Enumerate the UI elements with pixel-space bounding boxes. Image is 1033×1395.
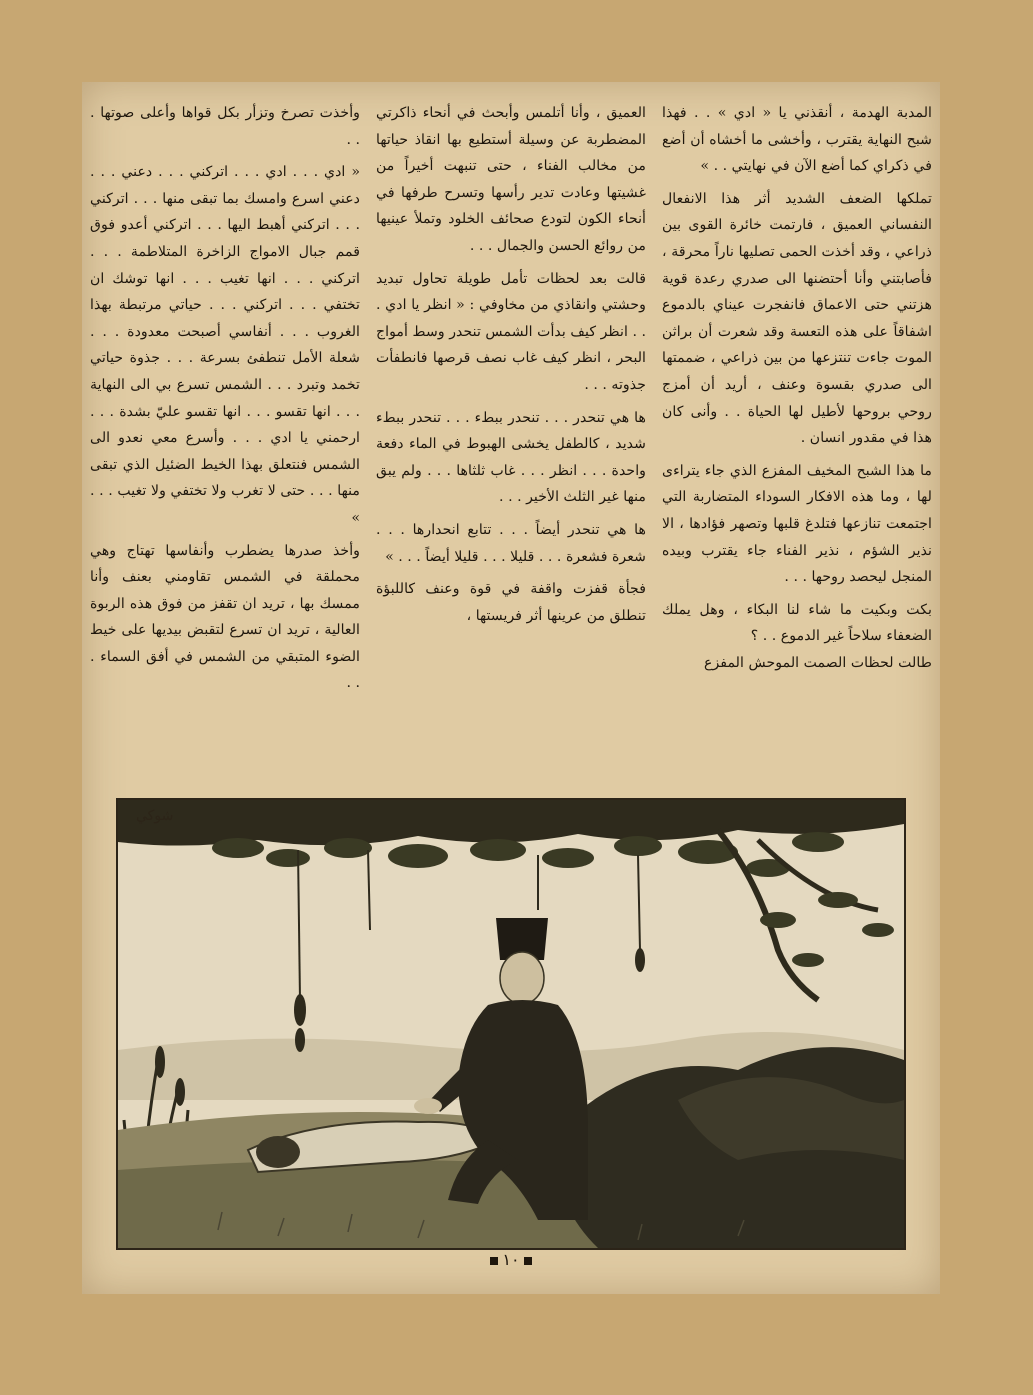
paragraph: قالت بعد لحظات تأمل طويلة تحاول تبديد وحشتي وانقاذي من مخاوفي : « انظر يا ادي . . . انظر كيف بدأت الشمس تنحدر وسط أمواج البحر ، انظر كيف غاب نصف قرصها فانطفأت جذوته . . .	[376, 270, 646, 393]
paragraph: المدبة الهدمة ، أنقذني يا « ادي » . . فهذا شبح النهاية يقترب ، وأخشى ما أخشاه أن أضع في ذكراي كما أضع الآن في نهايتي . . »	[662, 105, 932, 175]
magazine-page	[82, 82, 940, 1294]
paragraph: فجأة قفزت واقفة في قوة وعنف كاللبؤة تنطلق من عرينها أثر فريستها ،	[376, 581, 646, 624]
paragraph: وأخذ صدرها يضطرب وأنفاسها تهتاج وهي محملقة في الشمس تقاومني بعنف وأنا ممسك بها ، تريد ان تقفز من فوق هذه الربوة العالية ، تريد ان تسرع لتقبض بيديها على خيط الضوء المتبقي من الشمس في أفق السماء . . .	[90, 542, 360, 692]
paragraph: ها هي تنحدر . . . تنحدر ببطء . . . تنحدر ببطء شديد ، كالطفل يخشى الهبوط في الماء دفعة واحدة . . . انظر . . . غاب ثلثاها . . . ولم يبق منها غير الثلث الأخير . . .	[376, 409, 646, 506]
page-number	[82, 1250, 940, 1269]
artist-signature: شوكي	[136, 808, 174, 824]
paragraph: ها هي تنحدر أيضاً . . . تتابع انحدارها . . . شعرة فشعرة . . . قليلا . . . قليلا أيضاً . . . »	[376, 521, 646, 565]
paragraph: تملكها الضعف الشديد أثر هذا الانفعال النفساني العميق ، فارتمت خائرة القوى بين ذراعي ، وقد أخذت الحمى تصليها ناراً محرقة ، فأصابتني وأنا أحتضنها الى صدري رعدة قوية هزتني حتى الاعماق فانفجرت عيناي بالدموع اشفاقاً على هذه التعسة وقد شعرت أن براثن الموت جاءت تنتزعها من بين ذراعي ، ضممتها الى صدري بقسوة وعنف ، أريد أن أمزج روحي بروحها لأطيل لها الحياة . . وأنى كان هذا في مقدور انسان .	[662, 190, 932, 447]
square-ornament	[490, 1257, 498, 1265]
paragraph: ما هذا الشبح المخيف المفزع الذي جاء يتراءى لها ، وما هذه الافكار السوداء المتضاربة التي اجتمعت تنازعها فتلدغ قلبها وتصهر فؤادها ، الا نذير الشؤم ، نذير الفناء جاء يقترب وبيده المنجل ليحصد روحها . . .	[662, 462, 932, 586]
square-ornament	[524, 1257, 532, 1265]
paragraph: طالت لحظات الصمت الموحش المفزع	[704, 654, 932, 671]
paragraph: العميق ، وأنا أتلمس وأبحث في أنحاء ذاكرتي المضطربة عن وسيلة أستطيع بها انقاذ حياتها من مخالب الفناء ، حتى تنبهت أخيراً من غشيتها وعادت تدير رأسها وتسرح طرفها في أنحاء الكون لتودع صحائف الخلود وتملأ عينيها من روائع الحسن والجمال . . .	[376, 105, 646, 254]
page-number-text: ١٠	[502, 1250, 520, 1269]
column-middle	[376, 100, 646, 790]
column-right	[662, 100, 932, 790]
column-left	[90, 100, 360, 790]
illustration	[116, 798, 906, 1250]
paragraph: « ادي . . . ادي . . . اتركني . . . دعني . . . دعني اسرع وامسك بما تبقى منها . . . اتركني . . . اتركني أهبط اليها . . . اتركني أعدو فوق قمم جبال الامواج الزاخرة المتلاطمة . . . اتركني . . . انها تغيب . . . انها توشك ان تختفي . . . اتركني . . . حياتي مرتبطة بهذا الغروب . . . أنفاسي أصبحت معدودة . . . شعلة الأمل تنطفئ بسرعة . . . جذوة حياتي تخمد وتبرد . . . الشمس تسرع بي الى النهاية . . . انها تقسو . . . انها تقسو عليّ بشدة . . . ارحمني يا ادي . . . وأسرع معي نعدو الى الشمس فنتعلق بهذا الخيط الضئيل الذي تبقى منها . . . حتى لا تغرب ولا تختفي ولا تغيب . . . »	[90, 164, 360, 526]
article-columns	[90, 100, 932, 790]
paragraph: بكت وبكيت ما شاء لنا البكاء ، وهل يملك الضعفاء سلاحاً غير الدموع . . ؟	[662, 601, 932, 645]
paragraph: وأخذت تصرخ وتزأر بكل قواها وأعلى صوتها . . .	[90, 105, 360, 148]
